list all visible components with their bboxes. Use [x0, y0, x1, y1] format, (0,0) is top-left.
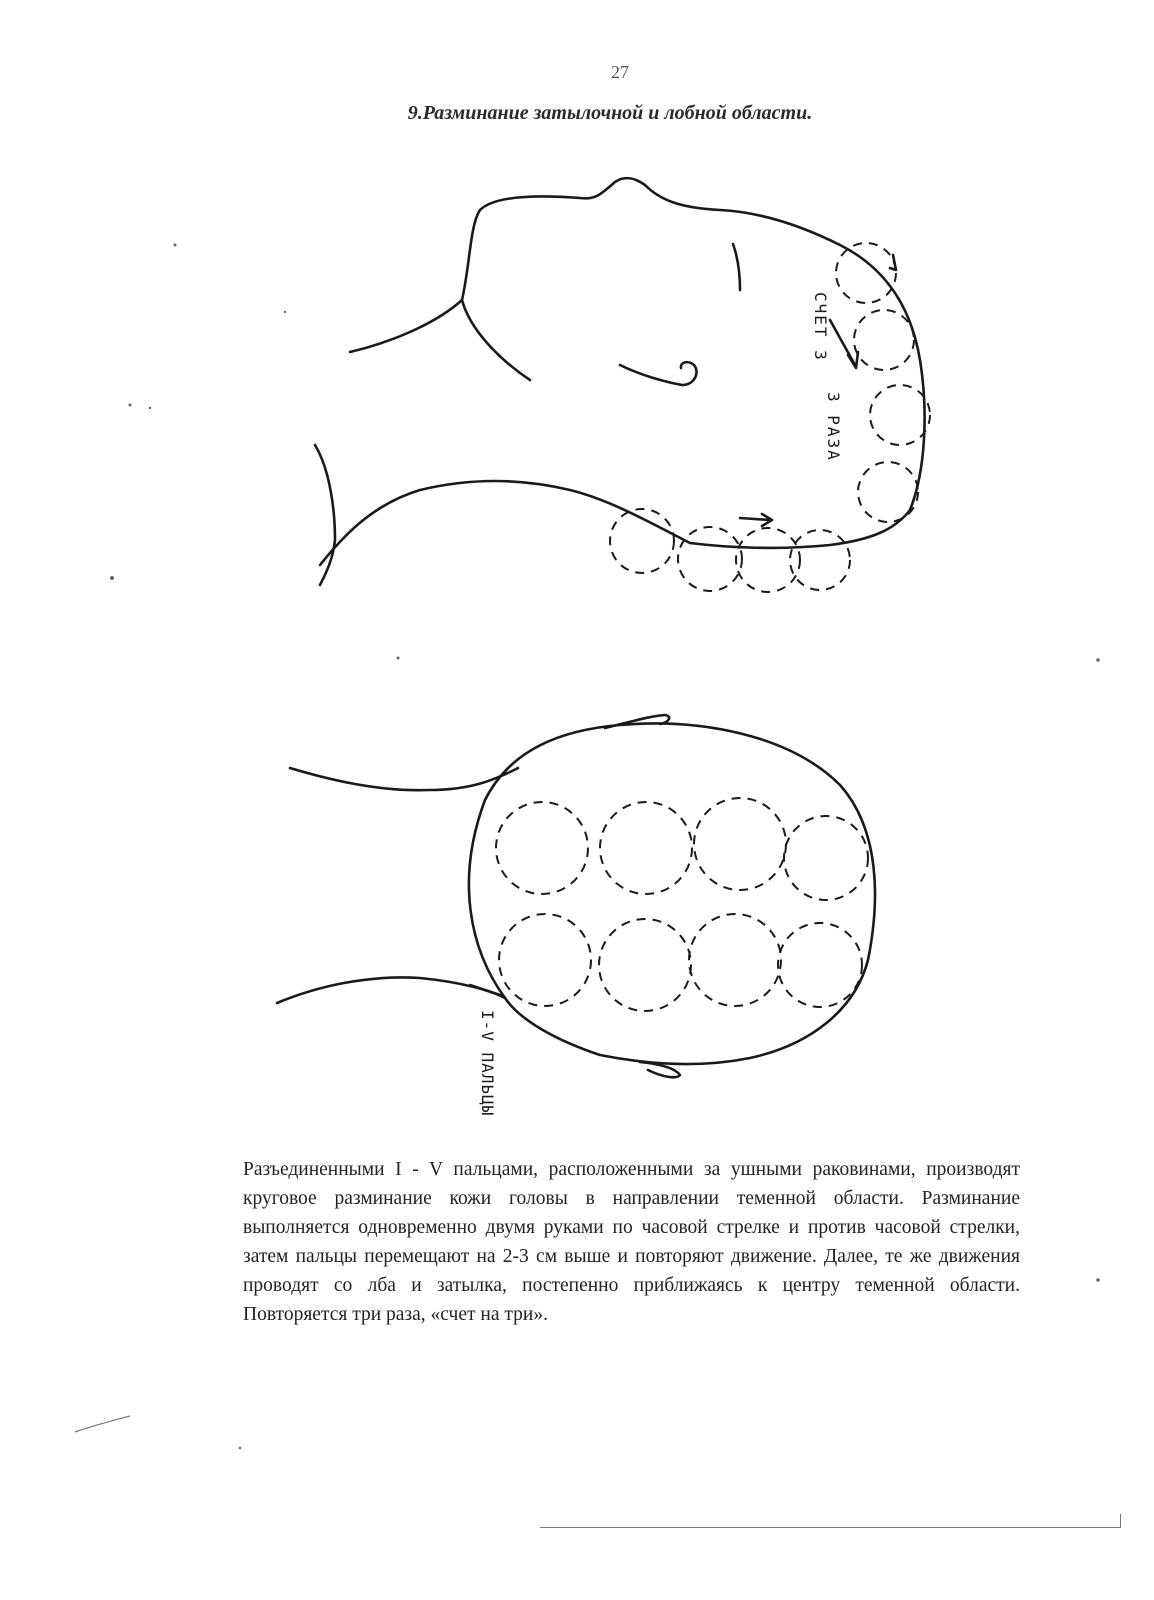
top-dashed-circles [610, 243, 930, 592]
bottom-labels [478, 1010, 497, 1116]
label-three-times: 3 РАЗА [824, 392, 843, 462]
label-fingers: I-V ПАЛЬЦЫ [478, 1010, 497, 1117]
scan-mark [75, 1416, 130, 1432]
bottom-rule-tick [1120, 1514, 1121, 1528]
label-count-three: СЧЕТ 3 [811, 292, 830, 362]
bottom-dashed-circles [496, 798, 868, 1011]
instruction-paragraph [243, 1155, 1020, 1329]
page-number: 27 [611, 62, 629, 82]
section-heading: 9.Разминание затылочной и лобной области. [407, 102, 813, 124]
top-head-illustration [315, 178, 925, 585]
top-labels [811, 292, 843, 462]
instruction-text: Разъединенными I - V пальцами, расположенными за ушными раковинами, производят круговое разминание кожи головы в направлении теменной области. Разминание выполняется одновременно двумя руками по часовой стрелке и против часовой стрелки, затем пальцы перемещают на 2-3 см выше и повторяют движение. Далее, те же движения проводят со лба и затылка, постепенно приближаясь к центру теменной области. Повторяется три раза, «счет на три». [243, 1159, 1020, 1325]
bottom-head-illustration [277, 715, 875, 1077]
bottom-rule [540, 1527, 1120, 1528]
